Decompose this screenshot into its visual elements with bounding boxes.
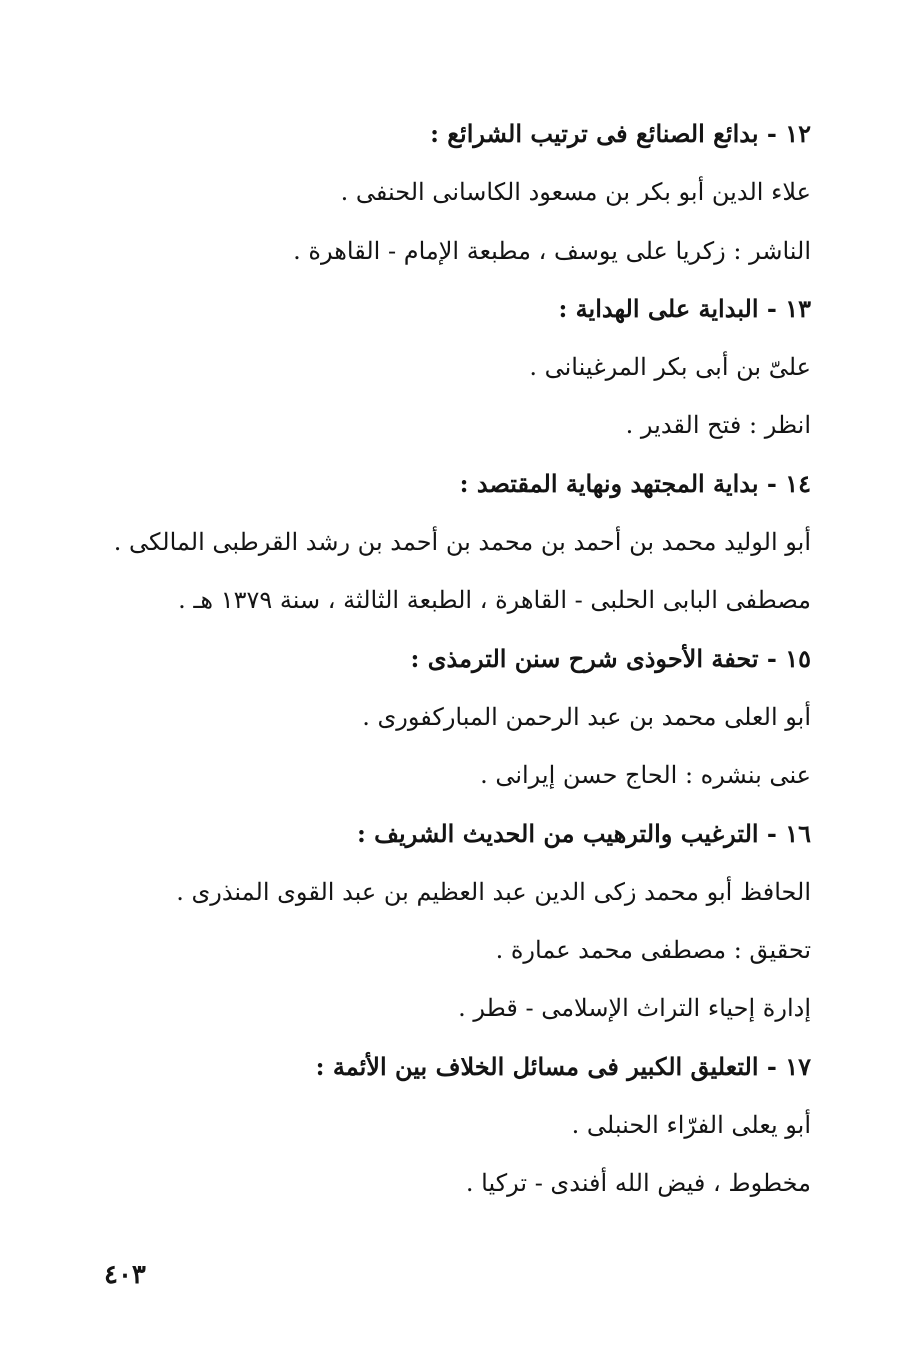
entry-17-title: ١٧ - التعليق الكبير فى مسائل الخلاف بين الأئمة : xyxy=(315,1051,811,1081)
entry-12-publisher: الناشر : زكريا على يوسف ، مطبعة الإمام - القاهرة . xyxy=(293,236,811,265)
entry-17-author: أبو يعلى الفرّاء الحنبلى . xyxy=(571,1111,811,1140)
entry-16-editor: تحقيق : مصطفى محمد عمارة . xyxy=(495,936,811,965)
entry-14-title: ١٤ - بداية المجتهد ونهاية المقتصد : xyxy=(459,468,811,498)
entry-15-title: ١٥ - تحفة الأحوذى شرح سنن الترمذى : xyxy=(410,643,811,673)
entry-12-title: ١٢ - بدائع الصنائع فى ترتيب الشرائع : xyxy=(430,119,811,148)
entry-14-author: أبو الوليد محمد بن أحمد بن محمد بن أحمد بن رشد القرطبى المالكى . xyxy=(113,528,811,557)
entry-16-publisher: إدارة إحياء التراث الإسلامى - قطر . xyxy=(458,994,811,1023)
bibliography-list xyxy=(111,112,811,1220)
page-number: ٤٠٣ xyxy=(104,1260,146,1290)
entry-16-title: ١٦ - الترغيب والترهيب من الحديث الشريف : xyxy=(356,818,811,848)
entry-12-author: علاء الدين أبو بكر بن مسعود الكاسانى الحنفى . xyxy=(340,178,811,207)
entry-13-author: علىّ بن أبى بكر المرغينانى . xyxy=(529,353,811,382)
entry-13-title: ١٣ - البداية على الهداية : xyxy=(558,293,811,323)
entry-15-author: أبو العلى محمد بن عبد الرحمن المباركفورى . xyxy=(362,702,811,731)
entry-15-publisher: عنى بنشره : الحاج حسن إيرانى . xyxy=(480,761,811,790)
entry-14-publisher: مصطفى البابى الحلبى - القاهرة ، الطبعة الثالثة ، سنة ١٣٧٩ هـ . xyxy=(178,586,811,615)
entry-17-source: مخطوط ، فيض الله أفندى - تركيا . xyxy=(465,1169,811,1198)
entry-13-reference: انظر : فتح القدير . xyxy=(625,411,811,440)
entry-16-author: الحافظ أبو محمد زكى الدين عبد العظيم بن عبد القوى المنذرى . xyxy=(176,877,811,906)
